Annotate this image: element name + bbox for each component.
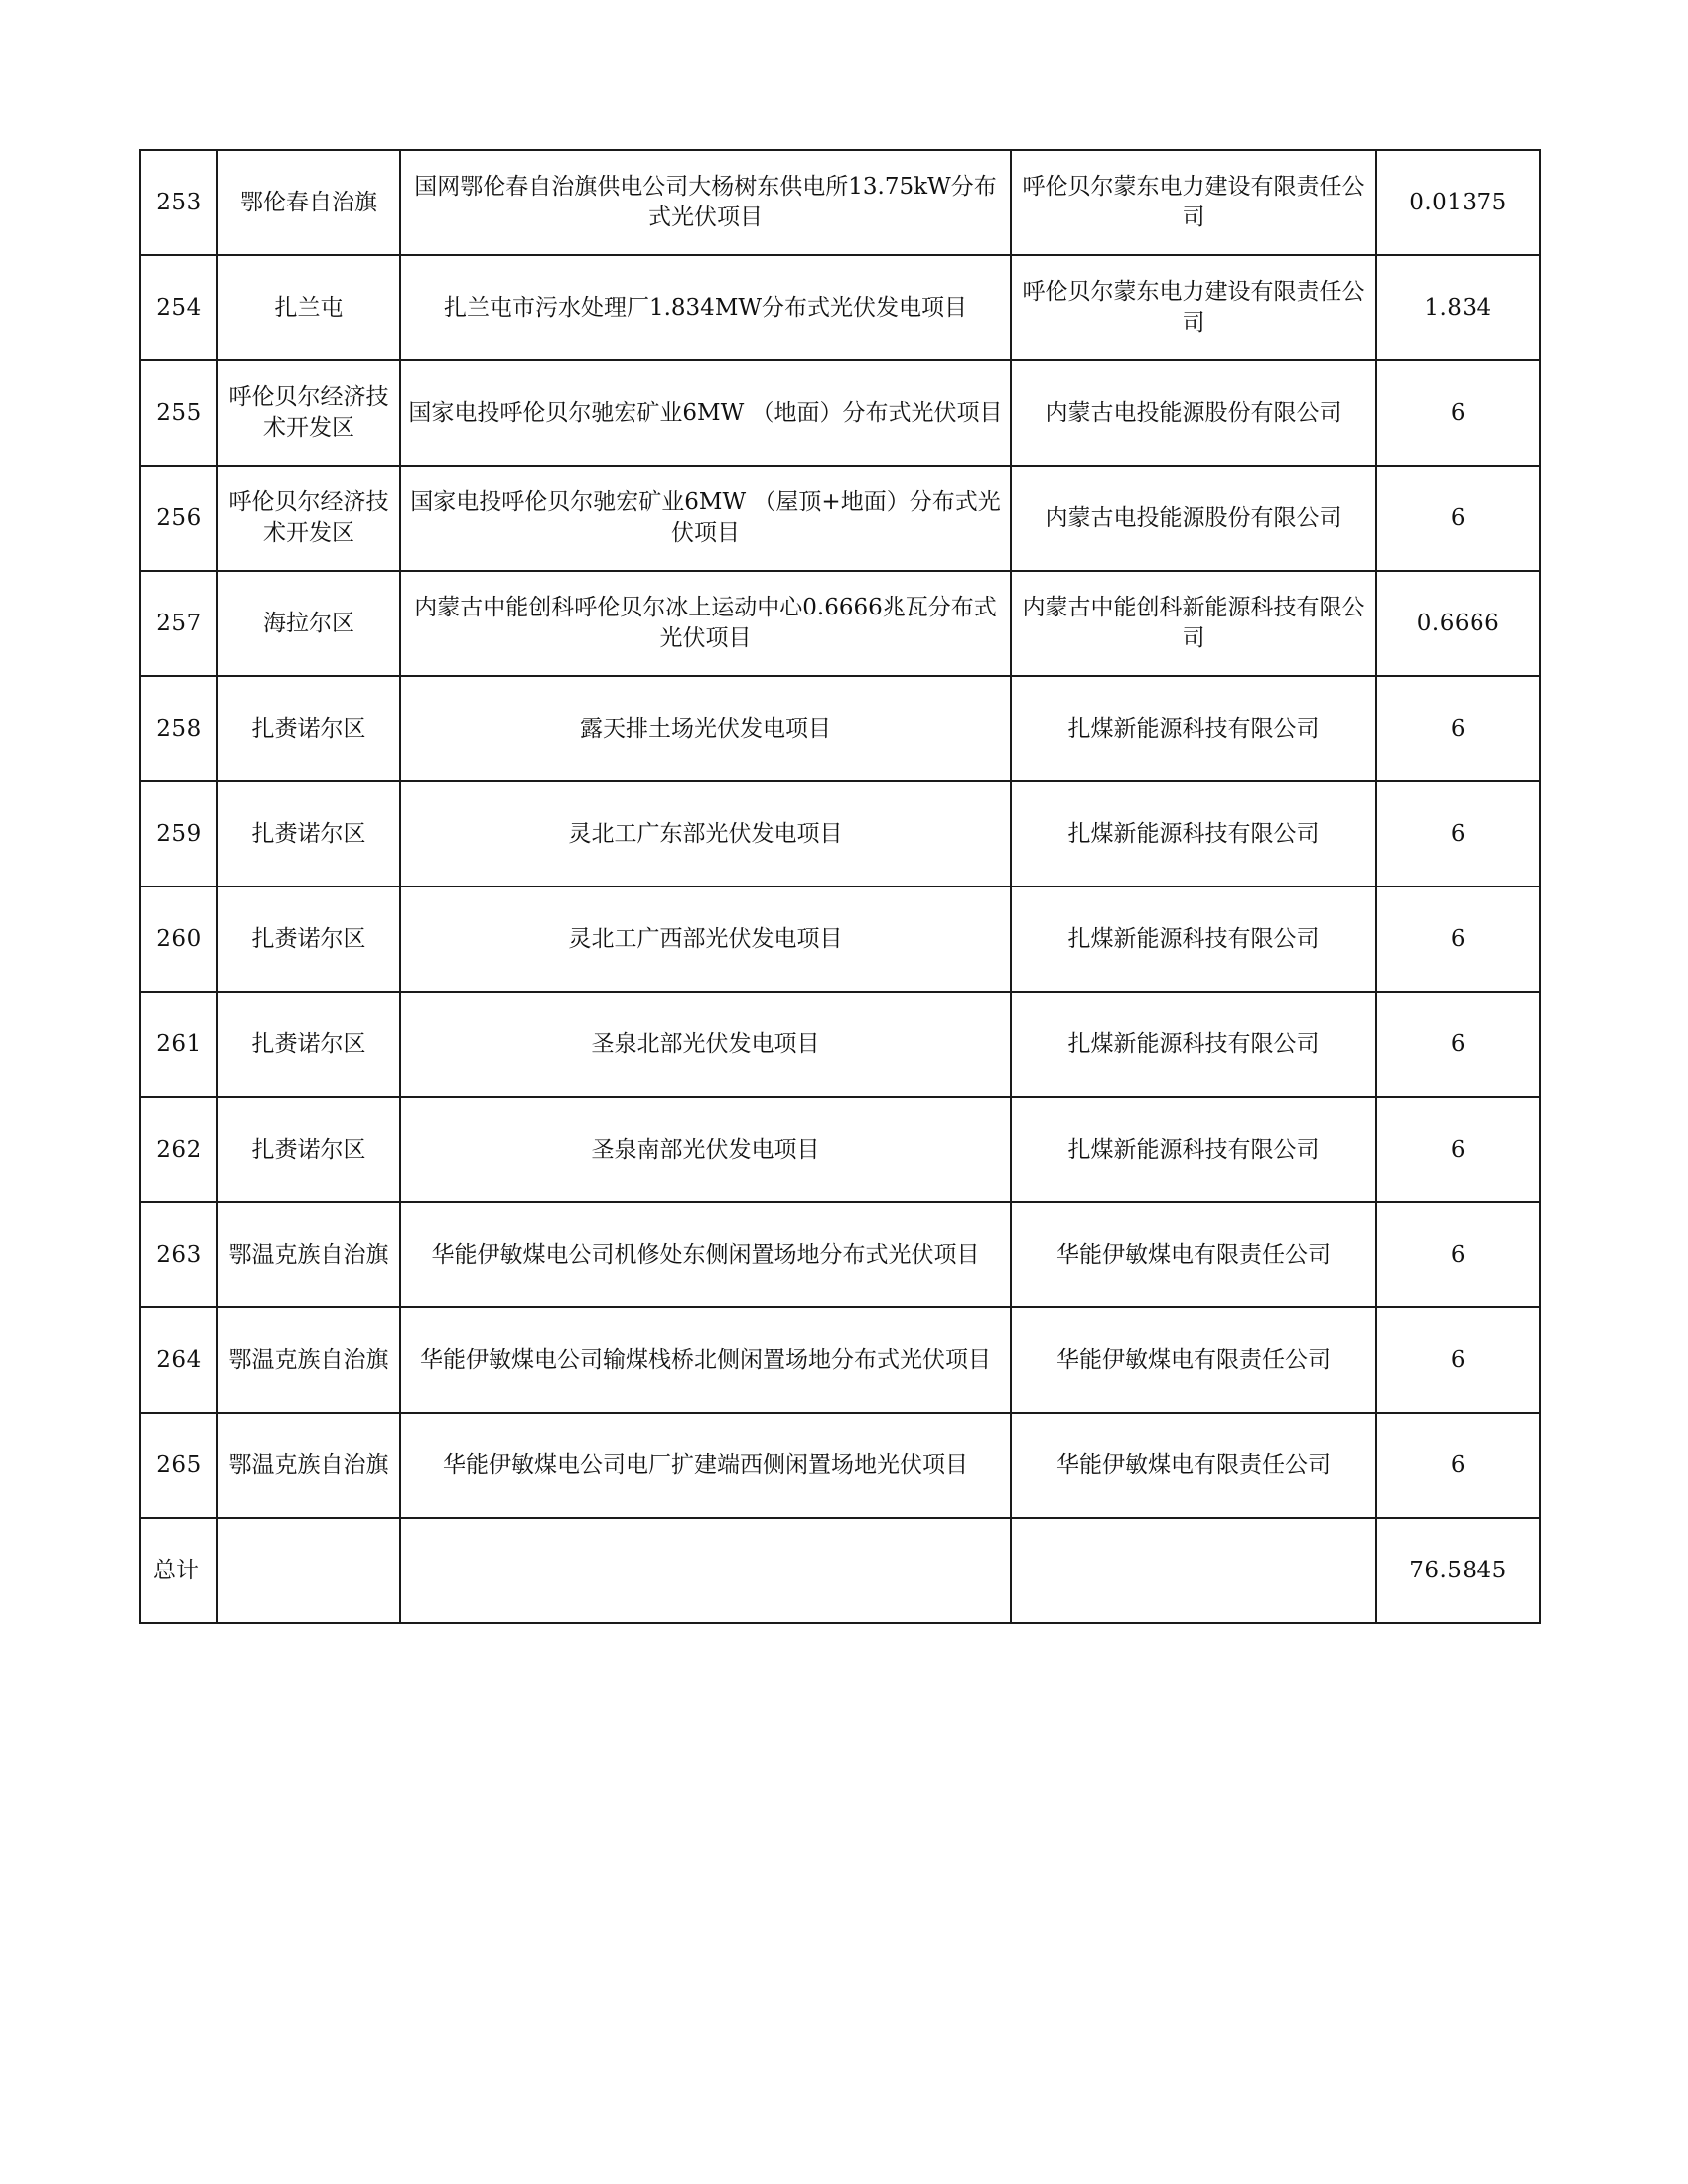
row-number-cell: 265: [140, 1413, 217, 1518]
row-number-cell: 262: [140, 1097, 217, 1202]
capacity-cell: 6: [1376, 992, 1540, 1097]
company-cell: 扎煤新能源科技有限公司: [1011, 1097, 1376, 1202]
row-number-cell: 261: [140, 992, 217, 1097]
capacity-cell: 6: [1376, 1202, 1540, 1307]
company-cell: 华能伊敏煤电有限责任公司: [1011, 1307, 1376, 1413]
company-cell: 呼伦贝尔蒙东电力建设有限责任公司: [1011, 255, 1376, 360]
region-cell: 扎赉诺尔区: [217, 781, 400, 887]
capacity-cell: 6: [1376, 360, 1540, 466]
region-cell: 海拉尔区: [217, 571, 400, 676]
project-name-cell: 扎兰屯市污水处理厂1.834MW分布式光伏发电项目: [400, 255, 1011, 360]
project-name-cell: 灵北工广东部光伏发电项目: [400, 781, 1011, 887]
table-row: [140, 992, 1540, 1097]
total-capacity-cell: 76.5845: [1376, 1518, 1540, 1623]
table-row: [140, 676, 1540, 781]
company-cell: 内蒙古电投能源股份有限公司: [1011, 360, 1376, 466]
region-cell: 扎兰屯: [217, 255, 400, 360]
company-cell: 扎煤新能源科技有限公司: [1011, 887, 1376, 992]
row-number-cell: 255: [140, 360, 217, 466]
capacity-cell: 6: [1376, 1307, 1540, 1413]
capacity-cell: 6: [1376, 1413, 1540, 1518]
project-name-cell: 华能伊敏煤电公司输煤栈桥北侧闲置场地分布式光伏项目: [400, 1307, 1011, 1413]
total-row: [140, 1518, 1540, 1623]
row-number-cell: 259: [140, 781, 217, 887]
company-cell: 华能伊敏煤电有限责任公司: [1011, 1202, 1376, 1307]
capacity-cell: 6: [1376, 1097, 1540, 1202]
table-body: [140, 150, 1540, 1623]
company-cell: 内蒙古中能创科新能源科技有限公司: [1011, 571, 1376, 676]
region-cell: 扎赉诺尔区: [217, 676, 400, 781]
project-name-cell: 国家电投呼伦贝尔驰宏矿业6MW （屋顶+地面）分布式光伏项目: [400, 466, 1011, 571]
region-cell: 鄂温克族自治旗: [217, 1413, 400, 1518]
project-table: [139, 149, 1541, 1624]
table-row: [140, 1097, 1540, 1202]
project-name-cell: 露天排土场光伏发电项目: [400, 676, 1011, 781]
row-number-cell: 256: [140, 466, 217, 571]
total-empty-cell: [217, 1518, 400, 1623]
table-row: [140, 466, 1540, 571]
table-row: [140, 781, 1540, 887]
row-number-cell: 260: [140, 887, 217, 992]
company-cell: 扎煤新能源科技有限公司: [1011, 992, 1376, 1097]
company-cell: 内蒙古电投能源股份有限公司: [1011, 466, 1376, 571]
region-cell: 扎赉诺尔区: [217, 887, 400, 992]
total-empty-cell: [400, 1518, 1011, 1623]
region-cell: 扎赉诺尔区: [217, 992, 400, 1097]
region-cell: 呼伦贝尔经济技术开发区: [217, 360, 400, 466]
row-number-cell: 263: [140, 1202, 217, 1307]
region-cell: 鄂伦春自治旗: [217, 150, 400, 255]
total-label-cell: 总计: [140, 1518, 217, 1623]
row-number-cell: 264: [140, 1307, 217, 1413]
table-row: [140, 360, 1540, 466]
capacity-cell: 6: [1376, 676, 1540, 781]
company-cell: 扎煤新能源科技有限公司: [1011, 781, 1376, 887]
capacity-cell: 0.6666: [1376, 571, 1540, 676]
table-row: [140, 1307, 1540, 1413]
table-row: [140, 1413, 1540, 1518]
capacity-cell: 6: [1376, 466, 1540, 571]
capacity-cell: 0.01375: [1376, 150, 1540, 255]
table-row: [140, 1202, 1540, 1307]
region-cell: 鄂温克族自治旗: [217, 1202, 400, 1307]
table-row: [140, 255, 1540, 360]
project-name-cell: 国网鄂伦春自治旗供电公司大杨树东供电所13.75kW分布式光伏项目: [400, 150, 1011, 255]
project-name-cell: 国家电投呼伦贝尔驰宏矿业6MW （地面）分布式光伏项目: [400, 360, 1011, 466]
capacity-cell: 1.834: [1376, 255, 1540, 360]
row-number-cell: 258: [140, 676, 217, 781]
project-name-cell: 华能伊敏煤电公司电厂扩建端西侧闲置场地光伏项目: [400, 1413, 1011, 1518]
region-cell: 扎赉诺尔区: [217, 1097, 400, 1202]
table-row: [140, 887, 1540, 992]
project-name-cell: 圣泉南部光伏发电项目: [400, 1097, 1011, 1202]
row-number-cell: 254: [140, 255, 217, 360]
region-cell: 呼伦贝尔经济技术开发区: [217, 466, 400, 571]
capacity-cell: 6: [1376, 781, 1540, 887]
capacity-cell: 6: [1376, 887, 1540, 992]
table-row: [140, 571, 1540, 676]
project-name-cell: 内蒙古中能创科呼伦贝尔冰上运动中心0.6666兆瓦分布式光伏项目: [400, 571, 1011, 676]
row-number-cell: 257: [140, 571, 217, 676]
table-row: [140, 150, 1540, 255]
region-cell: 鄂温克族自治旗: [217, 1307, 400, 1413]
project-name-cell: 圣泉北部光伏发电项目: [400, 992, 1011, 1097]
company-cell: 扎煤新能源科技有限公司: [1011, 676, 1376, 781]
project-name-cell: 华能伊敏煤电公司机修处东侧闲置场地分布式光伏项目: [400, 1202, 1011, 1307]
company-cell: 华能伊敏煤电有限责任公司: [1011, 1413, 1376, 1518]
company-cell: 呼伦贝尔蒙东电力建设有限责任公司: [1011, 150, 1376, 255]
project-name-cell: 灵北工广西部光伏发电项目: [400, 887, 1011, 992]
total-empty-cell: [1011, 1518, 1376, 1623]
row-number-cell: 253: [140, 150, 217, 255]
